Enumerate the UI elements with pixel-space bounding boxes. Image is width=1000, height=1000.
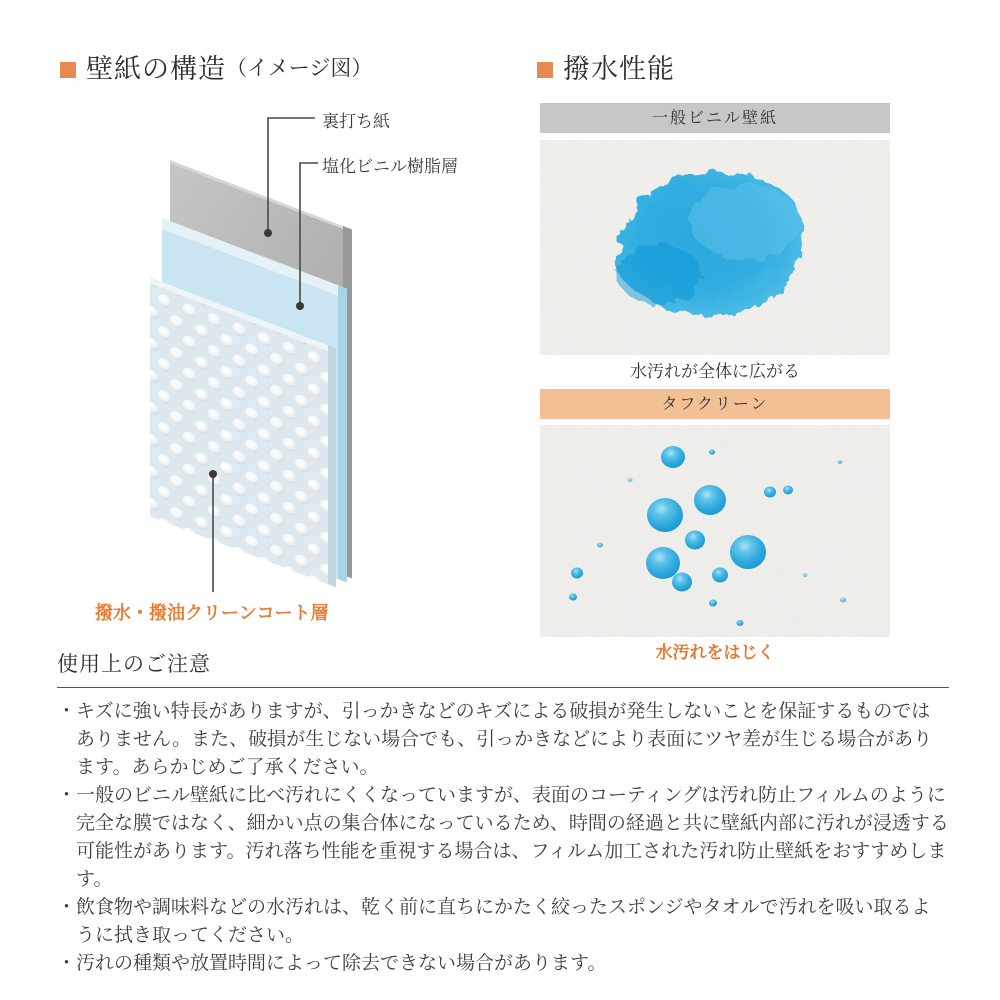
structure-title-subtext: （イメージ図）	[226, 56, 373, 80]
photo-water-spreads	[540, 140, 890, 355]
usage-note-item	[57, 697, 949, 781]
usage-note-item	[57, 781, 949, 893]
usage-note-item	[57, 893, 949, 949]
structure-section-title	[60, 55, 372, 85]
toughclean-caption: 水汚れをはじく	[655, 643, 775, 663]
usage-note-text: 飲食物や調味料などの水汚れは、乾く前に直ちにかたく絞ったスポンジやタオルで汚れを吸い取るように拭き取ってください。	[76, 896, 931, 946]
section-marker-square-icon	[537, 62, 553, 78]
divider-line	[57, 687, 949, 688]
usage-notes-section	[57, 648, 949, 977]
usage-notes-title: 使用上のご注意	[57, 652, 211, 676]
bullet-char: ・	[57, 952, 77, 974]
toughclean-header-bar: タフクリーン	[540, 389, 890, 419]
general-vinyl-caption: 水汚れが全体に広がる	[630, 362, 800, 382]
usage-note-text: 汚れの種類や放置時間によって除去できない場合があります。	[76, 952, 607, 974]
photo-water-beads	[540, 425, 890, 637]
performance-section-title	[537, 55, 675, 85]
bullet-char: ・	[57, 896, 77, 918]
bullet-char: ・	[57, 784, 77, 806]
bullet-char: ・	[57, 700, 77, 722]
section-marker-square-icon	[60, 62, 76, 78]
general-vinyl-header-bar: 一般ビニル壁紙	[540, 103, 890, 133]
usage-note-text: 一般のビニル壁紙に比べ汚れにくくなっていますが、表面のコーティングは汚れ防止フィルムのように完全な膜ではなく、細かい点の集合体になっているため、時間の経過と共に壁紙内部に汚れが浸透する可能性があります。汚れ落ち性能を重視する場合は、フィルム加工された汚れ防止壁紙をおすすめします。	[76, 784, 949, 890]
vinyl-resin-label: 塩化ビニル樹脂層	[322, 157, 458, 177]
backing-paper-label: 裏打ち紙	[322, 112, 390, 132]
structure-title-text: 壁紙の構造	[86, 54, 226, 85]
usage-note-item	[57, 949, 949, 977]
usage-note-text: キズに強い特長がありますが、引っかきなどのキズによる破損が発生しないことを保証するものではありません。また、破損が生じない場合でも、引っかきなどにより表面にツヤ差が生じる場合があります。あらかじめご了承ください。	[76, 700, 933, 778]
clean-coat-label: 撥水・撥油クリーンコート層	[95, 603, 329, 624]
performance-title-text: 撥水性能	[563, 54, 675, 85]
